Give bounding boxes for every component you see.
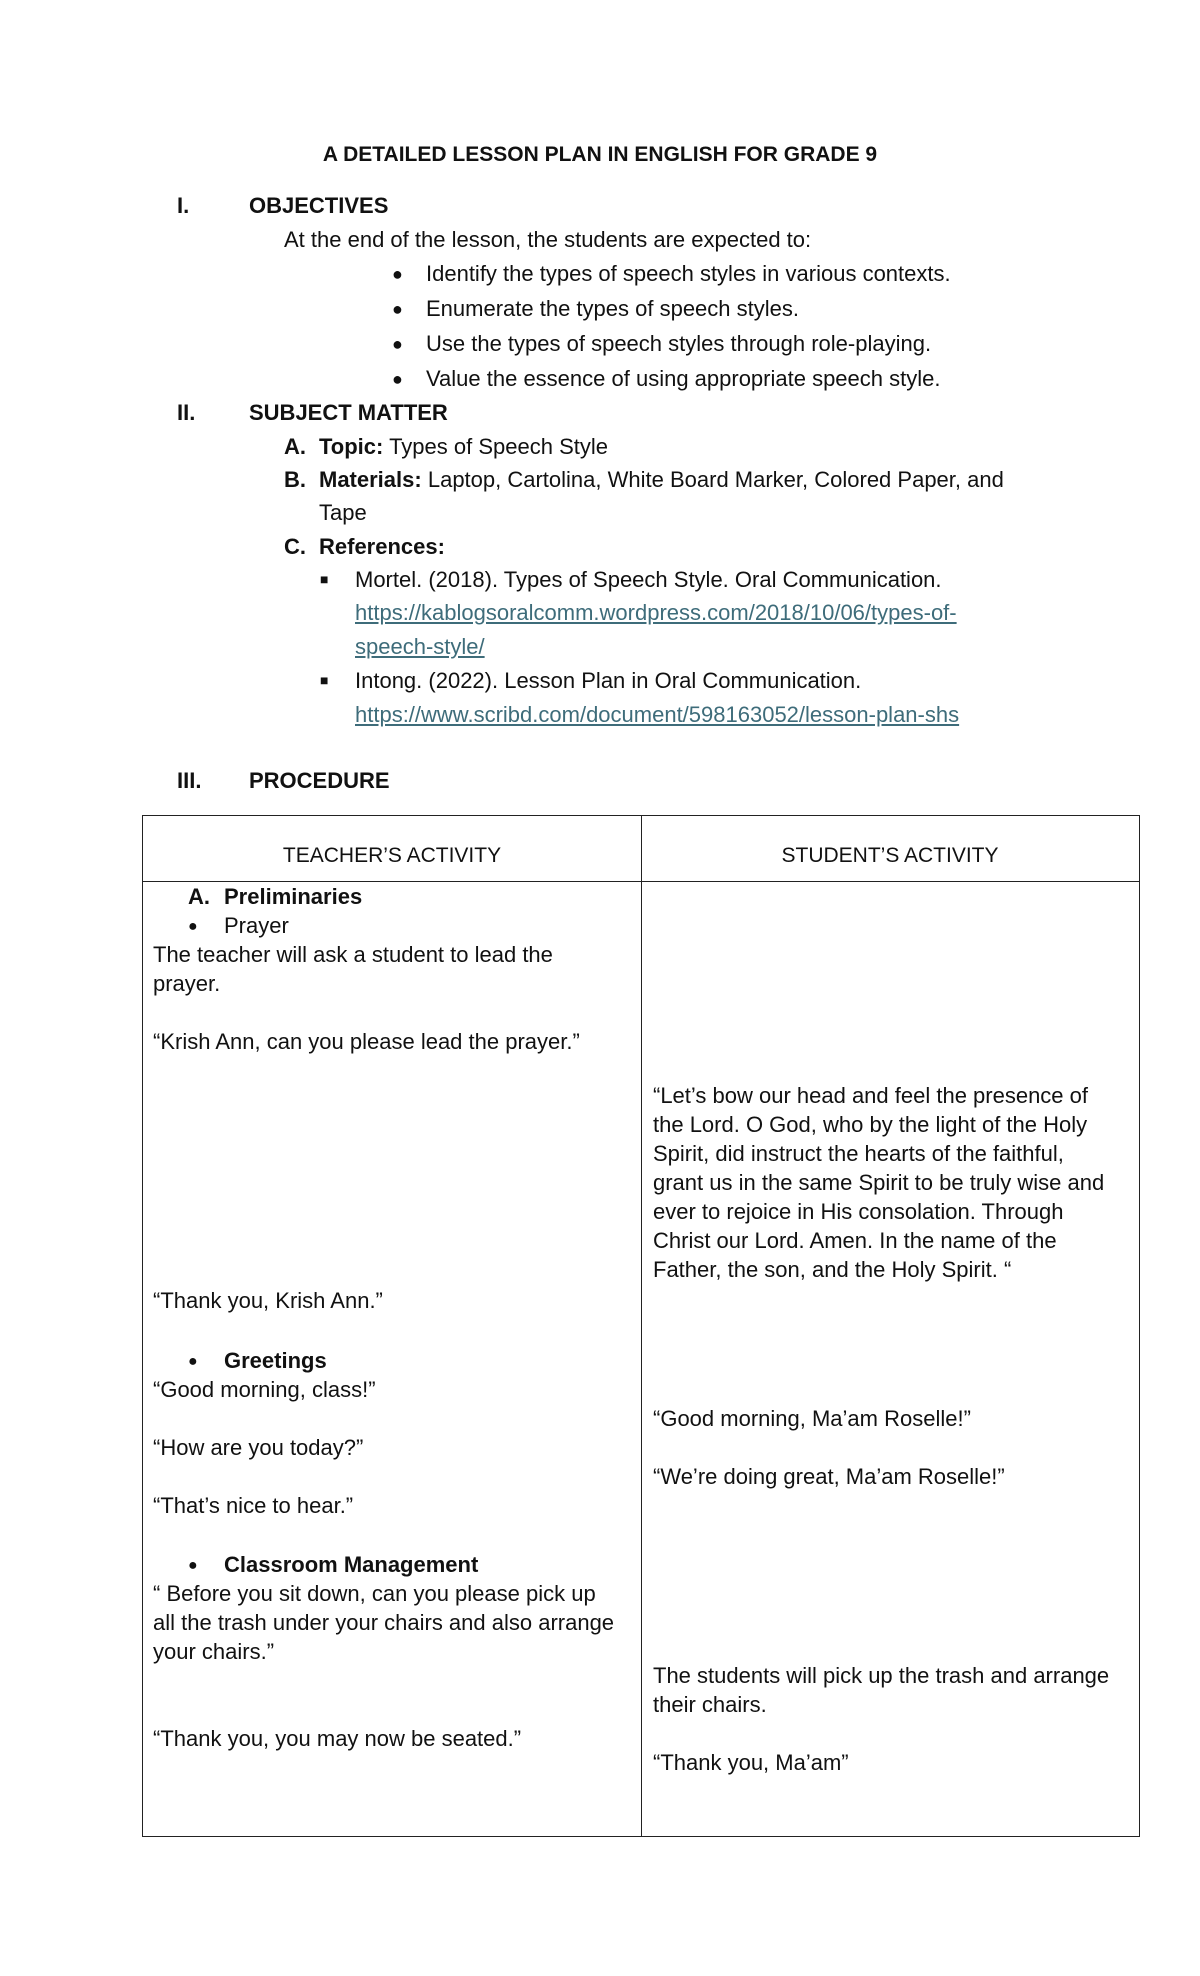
references-label: References: — [319, 534, 445, 559]
reference-citation: Intong. (2022). Lesson Plan in Oral Communication. — [355, 668, 862, 693]
student-text: “We’re doing great, Ma’am Roselle!” — [653, 1464, 1005, 1489]
teacher-text: your chairs.” — [153, 1639, 275, 1664]
objective-item: Use the types of speech styles through role-playing. — [426, 331, 932, 356]
student-text: the Lord. O God, who by the light of the Holy — [653, 1112, 1088, 1137]
references-letter: C. — [284, 534, 306, 559]
materials-line — [319, 467, 1004, 493]
teacher-activity-header: TEACHER’S ACTIVITY — [282, 844, 502, 867]
topic-letter: A. — [284, 434, 306, 459]
teacher-text: prayer. — [153, 971, 221, 996]
student-text: “Good morning, Ma’am Roselle!” — [653, 1406, 971, 1431]
teacher-text: The teacher will ask a student to lead the — [153, 942, 553, 967]
teacher-text: “Thank you, Krish Ann.” — [153, 1288, 383, 1313]
objectives-intro: At the end of the lesson, the students are expected to: — [284, 227, 812, 252]
square-bullet-icon: ■ — [320, 672, 329, 688]
subject-matter-heading: SUBJECT MATTER — [249, 400, 448, 425]
teacher-text: “How are you today?” — [153, 1435, 364, 1460]
student-text: Spirit, did instruct the hearts of the faithful, — [653, 1141, 1064, 1166]
preliminaries-heading: Preliminaries — [224, 884, 363, 909]
bullet-icon: ● — [392, 264, 403, 284]
objective-item: Value the essence of using appropriate speech style. — [426, 366, 941, 391]
preliminaries-letter: A. — [188, 884, 210, 909]
reference-citation: Mortel. (2018). Types of Speech Style. Oral Communication. — [355, 567, 942, 592]
procedure-table — [142, 815, 1140, 1837]
student-text: “Let’s bow our head and feel the presence of — [653, 1083, 1089, 1108]
column-divider — [641, 816, 642, 1836]
materials-value-cont: Tape — [319, 500, 367, 525]
reference-link[interactable]: https://kablogsoralcomm.wordpress.com/2018/10/06/types-of- — [355, 600, 957, 625]
bullet-icon: ● — [392, 334, 403, 354]
reference-link-cont[interactable]: speech-style/ — [355, 634, 485, 659]
bullet-icon: ● — [188, 1557, 198, 1574]
classroom-management-label: Classroom Management — [224, 1552, 479, 1577]
student-activity-header: STUDENT’S ACTIVITY — [781, 844, 999, 867]
subject-matter-number: II. — [177, 400, 196, 425]
topic-line — [319, 434, 608, 460]
bullet-icon: ● — [392, 299, 403, 319]
bullet-icon: ● — [188, 918, 198, 935]
student-text: “Thank you, Ma’am” — [653, 1750, 849, 1775]
teacher-text: “ Before you sit down, can you please pick up — [153, 1581, 596, 1606]
procedure-heading: PROCEDURE — [249, 768, 390, 793]
student-text: The students will pick up the trash and arrange — [653, 1663, 1110, 1688]
materials-letter: B. — [284, 467, 306, 492]
student-text: Christ our Lord. Amen. In the name of the — [653, 1228, 1057, 1253]
topic-value: Types of Speech Style — [389, 434, 608, 459]
prayer-label: Prayer — [224, 913, 289, 938]
procedure-number: III. — [177, 768, 202, 793]
teacher-text: all the trash under your chairs and also arrange — [153, 1610, 615, 1635]
objectives-number: I. — [177, 193, 190, 218]
materials-label: Materials: — [319, 467, 422, 492]
objectives-heading: OBJECTIVES — [249, 193, 389, 218]
page-title: A DETAILED LESSON PLAN IN ENGLISH FOR GRADE 9 — [322, 143, 878, 166]
materials-value: Laptop, Cartolina, White Board Marker, Colored Paper, and — [427, 467, 1004, 492]
square-bullet-icon: ■ — [320, 571, 329, 587]
objective-item: Enumerate the types of speech styles. — [426, 296, 799, 321]
teacher-text: “That’s nice to hear.” — [153, 1493, 354, 1518]
objective-item: Identify the types of speech styles in various contexts. — [426, 261, 951, 286]
bullet-icon: ● — [188, 1353, 198, 1370]
bullet-icon: ● — [392, 369, 403, 389]
student-text: grant us in the same Spirit to be truly wise and — [653, 1170, 1105, 1195]
greetings-label: Greetings — [224, 1348, 327, 1373]
reference-link[interactable]: https://www.scribd.com/document/598163052/lesson-plan-shs — [355, 702, 960, 727]
student-text: Father, the son, and the Holy Spirit. “ — [653, 1257, 1012, 1282]
teacher-text: “Good morning, class!” — [153, 1377, 376, 1402]
teacher-text: “Thank you, you may now be seated.” — [153, 1726, 522, 1751]
topic-label: Topic: — [319, 434, 384, 459]
student-text: their chairs. — [653, 1692, 767, 1717]
student-text: ever to rejoice in His consolation. Through — [653, 1199, 1064, 1224]
teacher-text: “Krish Ann, can you please lead the prayer.” — [153, 1029, 580, 1054]
